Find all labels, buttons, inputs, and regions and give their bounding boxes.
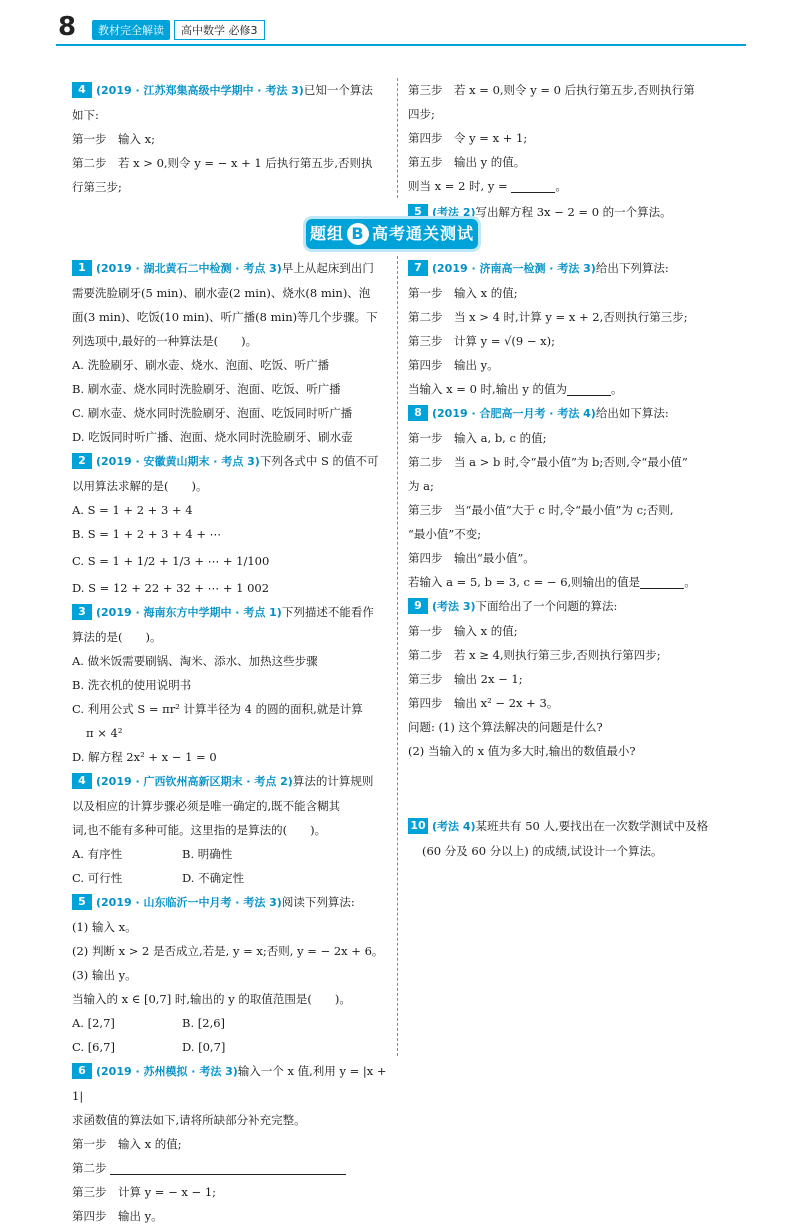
page-number: 8 bbox=[58, 12, 77, 42]
question-source: (2019 · 海南东方中学期中 · 考点 1) bbox=[96, 606, 282, 619]
option: D. 吃饭同时听广播、泡面、烧水同时洗脸刷牙、刷水壶 bbox=[72, 430, 353, 444]
question-text: “最小值”不变; bbox=[408, 527, 482, 541]
question-text: 以用算法求解的是( )。 bbox=[72, 479, 208, 493]
answer-line: 则当 x = 2 时, y = 。 bbox=[408, 179, 567, 193]
answer-line: 若输入 a = 5, b = 3, c = − 6,则输出的值是 。 bbox=[408, 575, 696, 589]
question-source: (2019 · 安徽黄山期末 · 考点 3) bbox=[96, 455, 260, 468]
question-text: 第一步 输入 x 的值; bbox=[72, 1137, 182, 1151]
question-text: 行第三步; bbox=[72, 180, 122, 194]
question-source: (2019 · 合肥高一月考 · 考法 4) bbox=[432, 407, 596, 420]
banner-right: 高考通关测试 bbox=[372, 224, 475, 243]
option: B. [2,6] bbox=[182, 1016, 226, 1030]
question-source: (2019 · 苏州模拟 · 考法 3) bbox=[96, 1065, 238, 1078]
question-text: (2) 当输入的 x 值为多大时,输出的数值最小? bbox=[408, 744, 636, 758]
question-text: 阅读下列算法: bbox=[281, 895, 355, 909]
question-text: 下列各式中 S 的值不可 bbox=[259, 454, 379, 468]
question-4 bbox=[72, 769, 390, 890]
question-10 bbox=[408, 814, 726, 863]
question-number: 6 bbox=[72, 1063, 92, 1079]
question-7 bbox=[408, 256, 726, 401]
banner-letter: B bbox=[347, 223, 369, 245]
question-text: 写出解方程 3x − 2 = 0 的一个算法。 bbox=[475, 205, 672, 219]
fill-blank[interactable] bbox=[110, 1160, 346, 1175]
question-number: 5 bbox=[408, 204, 428, 220]
question-text: 第二步 当 a > b 时,令“最小值”为 b;否则,令“最小值” bbox=[408, 455, 688, 469]
subject-label: 高中数学 必修3 bbox=[174, 20, 265, 40]
question-source: (2019 · 江苏郑集高级中学期中 · 考法 3) bbox=[96, 84, 304, 97]
answer-blank[interactable] bbox=[511, 178, 555, 193]
question-text: 第一步 输入 x 的值; bbox=[408, 624, 518, 638]
question-text: 第四步 输出“最小值”。 bbox=[408, 551, 535, 565]
question-9 bbox=[408, 594, 726, 763]
question-text: 需要洗脸刷牙(5 min)、刷水壶(2 min)、烧水(8 min)、泡 bbox=[72, 286, 371, 300]
answer-line: 当输入 x = 0 时,输出 y 的值为 。 bbox=[408, 382, 623, 396]
question-text: 以及相应的计算步骤必须是唯一确定的,既不能含糊其 bbox=[72, 799, 341, 813]
right-column bbox=[408, 256, 726, 763]
question-text: (1) 输入 x。 bbox=[72, 920, 137, 934]
option: A. 洗脸刷牙、刷水壶、烧水、泡面、吃饭、听广播 bbox=[72, 358, 330, 372]
top-left-column bbox=[72, 78, 390, 199]
question-text: 列选项中,最好的一种算法是( )。 bbox=[72, 334, 258, 348]
question-text: (60 分及 60 分以上) 的成绩,试设计一个算法。 bbox=[422, 844, 663, 858]
question-text: 第二步 若 x ≥ 4,则执行第三步,否则执行第四步; bbox=[408, 648, 661, 662]
question-8 bbox=[408, 401, 726, 594]
option: C. 可行性 bbox=[72, 871, 123, 885]
question-text: (3) 输出 y。 bbox=[72, 968, 137, 982]
question-top-4 bbox=[72, 78, 390, 199]
question-text: 第一步 输入 a, b, c 的值; bbox=[408, 431, 547, 445]
option: A. 做米饭需要刷锅、淘米、添水、加热这些步骤 bbox=[72, 654, 318, 668]
question-number: 7 bbox=[408, 260, 428, 276]
column-divider bbox=[397, 256, 398, 1056]
question-text: 第二步 若 x > 0,则令 y = − x + 1 后执行第五步,否则执 bbox=[72, 156, 373, 170]
option: D. 不确定性 bbox=[182, 871, 245, 885]
question-number: 4 bbox=[72, 773, 92, 789]
banner-left: 题组 bbox=[309, 224, 344, 243]
question-text: 某班共有 50 人,要找出在一次数学测试中及格 bbox=[475, 819, 709, 833]
question-number: 1 bbox=[72, 260, 92, 276]
option: A. [2,7] bbox=[72, 1016, 115, 1030]
answer-blank[interactable] bbox=[640, 574, 684, 589]
question-text: 词,也不能有多种可能。这里指的是算法的( )。 bbox=[72, 823, 327, 837]
option: π × 4² bbox=[86, 726, 123, 740]
question-text: 第五步 输出 y 的值。 bbox=[408, 155, 526, 169]
question-number: 4 bbox=[72, 82, 92, 98]
question-text: 问题: (1) 这个算法解决的问题是什么? bbox=[408, 720, 603, 734]
column-divider bbox=[397, 78, 398, 198]
question-text: 面(3 min)、吃饭(10 min)、听广播(8 min)等几个步骤。下 bbox=[72, 310, 378, 324]
question-6 bbox=[72, 1059, 390, 1228]
question-text: 第四步 令 y = x + 1; bbox=[408, 131, 528, 145]
question-text: 第一步 输入 x 的值; bbox=[408, 286, 518, 300]
question-text: 下面给出了一个问题的算法: bbox=[475, 599, 618, 613]
option: D. S = 12 + 22 + 32 + ⋯ + 1 002 bbox=[72, 581, 270, 595]
question-source: (2019 · 湖北黄石二中检测 · 考点 3) bbox=[96, 262, 282, 275]
option: A. S = 1 + 2 + 3 + 4 bbox=[72, 503, 193, 517]
question-text: 给出下列算法: bbox=[595, 261, 669, 275]
question-source: (2019 · 广西钦州高新区期末 · 考点 2) bbox=[96, 775, 293, 788]
section-banner bbox=[306, 219, 478, 249]
question-source: (考法 3) bbox=[432, 600, 476, 613]
option: D. [0,7] bbox=[182, 1040, 226, 1054]
question-text: 第三步 计算 y = − x − 1; bbox=[72, 1185, 217, 1199]
option: A. 有序性 bbox=[72, 847, 123, 861]
question-source: (考法 2) bbox=[432, 206, 476, 219]
question-text: 第四步 输出 y。 bbox=[72, 1209, 163, 1223]
question-text: 第三步 计算 y = √(9 − x); bbox=[408, 334, 556, 348]
question-number: 8 bbox=[408, 405, 428, 421]
question-text: 已知一个算法 bbox=[303, 83, 373, 97]
question-text: 为 a; bbox=[408, 479, 434, 493]
question-text: 输入一个 x 值,利用 y = |x + 1| bbox=[72, 1064, 387, 1103]
right-column-lower bbox=[408, 814, 726, 863]
question-text: 四步; bbox=[408, 107, 435, 121]
question-text: 第三步 当“最小值”大于 c 时,令“最小值”为 c;否则, bbox=[408, 503, 674, 517]
option: C. 利用公式 S = πr² 计算半径为 4 的圆的面积,就是计算 bbox=[72, 702, 363, 716]
left-column bbox=[72, 256, 390, 1228]
question-source: (2019 · 山东临沂一中月考 · 考法 3) bbox=[96, 896, 282, 909]
question-text: 算法的计算规则 bbox=[292, 774, 374, 788]
question-source: (考法 4) bbox=[432, 820, 476, 833]
answer-blank[interactable] bbox=[567, 381, 611, 396]
question-2 bbox=[72, 449, 390, 600]
question-text: 当输入的 x ∈ [0,7] 时,输出的 y 的取值范围是( )。 bbox=[72, 992, 351, 1006]
option: C. 刷水壶、烧水同时洗脸刷牙、泡面、吃饭同时听广播 bbox=[72, 406, 353, 420]
option: D. 解方程 2x² + x − 1 = 0 bbox=[72, 750, 217, 764]
question-number: 5 bbox=[72, 894, 92, 910]
question-3 bbox=[72, 600, 390, 769]
question-text: 下列描述不能看作 bbox=[281, 605, 374, 619]
question-number: 9 bbox=[408, 598, 428, 614]
question-number: 3 bbox=[72, 604, 92, 620]
question-text: 第二步 当 x > 4 时,计算 y = x + 2,否则执行第三步; bbox=[408, 310, 688, 324]
question-text: 第一步 输入 x; bbox=[72, 132, 156, 146]
question-number: 10 bbox=[408, 818, 428, 834]
option: C. [6,7] bbox=[72, 1040, 115, 1054]
header-rule bbox=[56, 44, 746, 46]
page-header bbox=[56, 14, 746, 44]
question-text: 算法的是( )。 bbox=[72, 630, 162, 644]
question-text: (2) 判断 x > 2 是否成立,若是, y = x;否则, y = − 2x + 6。 bbox=[72, 944, 384, 958]
question-text: 早上从起床到出门 bbox=[281, 261, 374, 275]
option: B. 刷水壶、烧水同时洗脸刷牙、泡面、吃饭、听广播 bbox=[72, 382, 341, 396]
question-text: 第三步 输出 2x − 1; bbox=[408, 672, 523, 686]
option: B. 明确性 bbox=[182, 847, 233, 861]
question-text: 第四步 输出 y。 bbox=[408, 358, 499, 372]
step-label: 第二步 bbox=[72, 1161, 107, 1175]
question-number: 2 bbox=[72, 453, 92, 469]
book-title: 教材完全解读 bbox=[92, 20, 170, 40]
option: B. 洗衣机的使用说明书 bbox=[72, 678, 192, 692]
question-text: 给出如下算法: bbox=[595, 406, 669, 420]
top-right-column bbox=[408, 78, 726, 225]
question-text: 第四步 输出 x² − 2x + 3。 bbox=[408, 696, 559, 710]
question-1 bbox=[72, 256, 390, 449]
option: B. S = 1 + 2 + 3 + 4 + ⋯ bbox=[72, 527, 222, 541]
question-text: 第三步 若 x = 0,则令 y = 0 后执行第五步,否则执行第 bbox=[408, 83, 695, 97]
question-text: 求函数值的算法如下,请将所缺部分补充完整。 bbox=[72, 1113, 306, 1127]
option: C. S = 1 + 1/2 + 1/3 + ⋯ + 1/100 bbox=[72, 554, 270, 568]
question-5 bbox=[72, 890, 390, 1059]
question-text: 如下: bbox=[72, 108, 99, 122]
question-source: (2019 · 济南高一检测 · 考法 3) bbox=[432, 262, 596, 275]
